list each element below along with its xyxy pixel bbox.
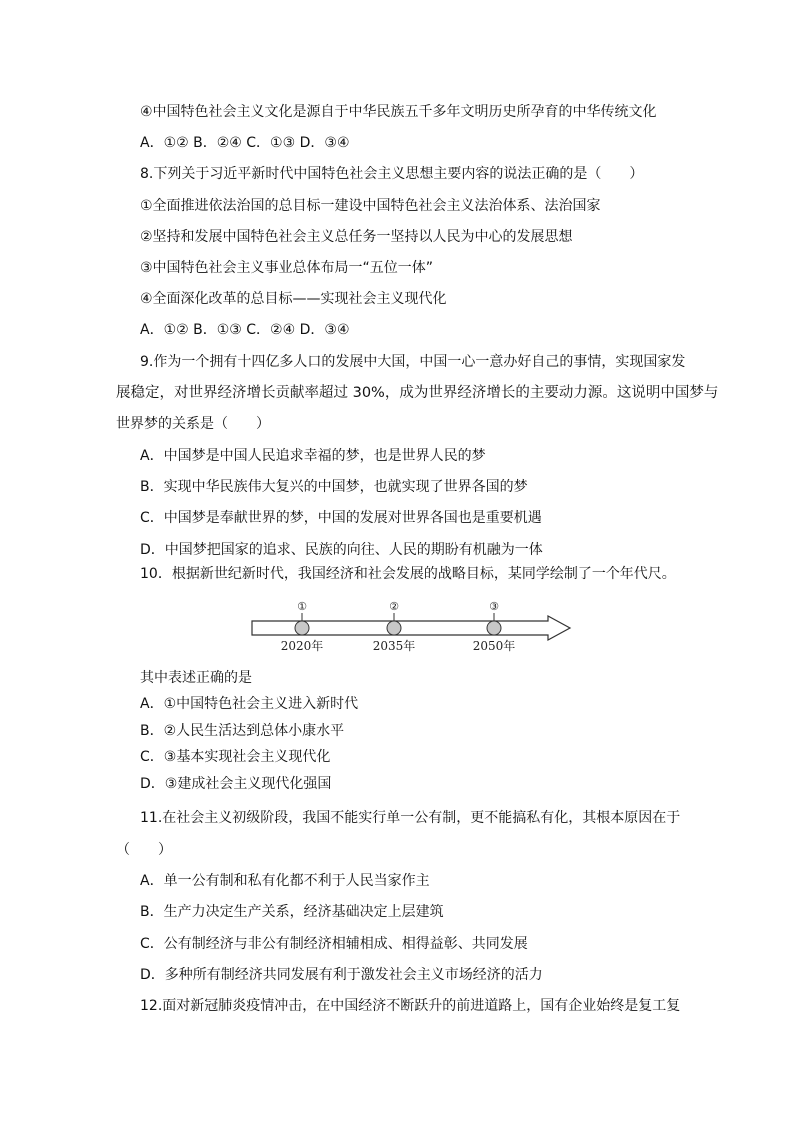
text-line: A．①中国特色社会主义进入新时代 xyxy=(140,696,359,712)
text-line: （ ） xyxy=(116,842,172,858)
timeline-marker-2: ② xyxy=(389,600,399,613)
text-line: 9.作为一个拥有十四亿多人口的发展中大国，中国一心一意办好自己的事情，实现国家发 xyxy=(140,354,686,370)
text-line: B．②人民生活达到总体小康水平 xyxy=(140,723,345,739)
text-line: 世界梦的关系是（ ） xyxy=(116,416,270,432)
timeline-point-3 xyxy=(487,621,501,635)
text-line: 展稳定，对世界经济增长贡献率超过 30%，成为世界经济增长的主要动力源。这说明中国梦与 xyxy=(116,385,719,401)
text-line: ②坚持和发展中国特色社会主义总任务一坚持以人民为中心的发展思想 xyxy=(140,229,573,245)
text-line: A．中国梦是中国人民追求幸福的梦，也是世界人民的梦 xyxy=(140,448,486,464)
text-line: C．③基本实现社会主义现代化 xyxy=(140,749,331,765)
text-line: D．中国梦把国家的追求、民族的向往、人民的期盼有机融为一体 xyxy=(140,542,543,558)
text-line: ④全面深化改革的总目标——实现社会主义现代化 xyxy=(140,291,447,307)
text-line: D．③建成社会主义现代化强国 xyxy=(140,776,332,792)
text-line: 其中表述正确的是 xyxy=(140,670,252,686)
text-line: C．公有制经济与非公有制经济相辅相成、相得益彰、共同发展 xyxy=(140,936,528,952)
timeline-svg xyxy=(248,598,578,652)
text-line: 8.下列关于习近平新时代中国特色社会主义思想主要内容的说法正确的是（ ） xyxy=(140,166,644,182)
timeline-marker-1: ① xyxy=(297,600,307,613)
text-line: A．①② B．②④ C．①③ D．③④ xyxy=(140,135,350,151)
text-line: B．实现中华民族伟大复兴的中国梦，也就实现了世界各国的梦 xyxy=(140,479,528,495)
text-line: A．单一公有制和私有化都不利于人民当家作主 xyxy=(140,873,430,889)
text-line: A．①② B．①③ C．②④ D．③④ xyxy=(140,322,350,338)
text-line: 11.在社会主义初级阶段，我国不能实行单一公有制，更不能搞私有化，其根本原因在于 xyxy=(140,810,681,826)
text-line: B．生产力决定生产关系，经济基础决定上层建筑 xyxy=(140,904,444,920)
timeline-diagram xyxy=(248,598,578,652)
text-line: D．多种所有制经济共同发展有利于激发社会主义市场经济的活力 xyxy=(140,967,543,983)
text-line: ④中国特色社会主义文化是源自于中华民族五千多年文明历史所孕育的中华传统文化 xyxy=(140,104,657,120)
timeline-year-2: 2035年 xyxy=(372,639,416,652)
text-line: C．中国梦是奉献世界的梦，中国的发展对世界各国也是重要机遇 xyxy=(140,510,542,526)
timeline-point-2 xyxy=(387,621,401,635)
text-line: 12.面对新冠肺炎疫情冲击，在中国经济不断跃升的前进道路上，国有企业始终是复工复 xyxy=(140,998,681,1014)
timeline-marker-3: ③ xyxy=(489,600,499,613)
text-line: ③中国特色社会主义事业总体布局一“五位一体” xyxy=(140,260,434,276)
timeline-year-1: 2020年 xyxy=(280,639,324,652)
text-line: ①全面推进依法治国的总目标一建设中国特色社会主义法治体系、法治国家 xyxy=(140,198,601,214)
timeline-point-1 xyxy=(295,621,309,635)
timeline-year-3: 2050年 xyxy=(472,639,516,652)
text-line: 10．根据新世纪新时代，我国经济和社会发展的战略目标，某同学绘制了一个年代尺。 xyxy=(140,566,676,582)
